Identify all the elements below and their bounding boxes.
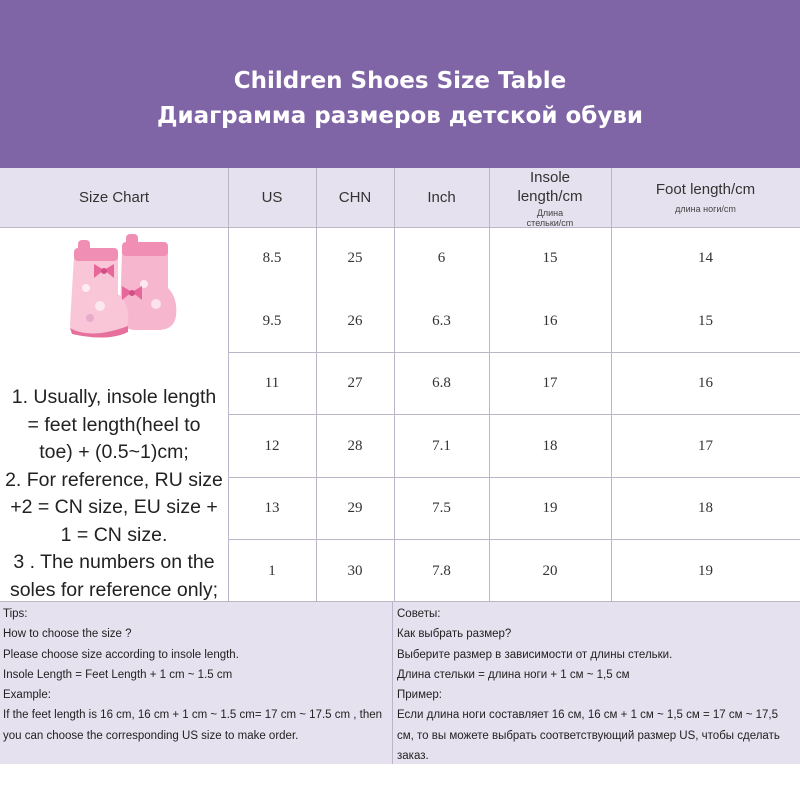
tips-russian [397, 604, 797, 766]
header-us: US [261, 189, 283, 206]
tips-line: Please choose size according to insole length. [3, 648, 239, 661]
header-size-chart: Size Chart [78, 189, 150, 206]
cell-foot: 16 [698, 374, 713, 391]
cell-foot: 18 [698, 499, 713, 516]
cell-us: 1 [268, 562, 276, 579]
size-notes [0, 384, 228, 604]
header-insole-length: Insole length/cm Длина стельки/cm [517, 168, 583, 228]
cell-insole: 16 [542, 312, 558, 329]
cell-insole: 20 [542, 562, 558, 579]
header-foot-length: Foot length/cm длина ноги/cm [655, 181, 756, 214]
tips-line: Выберите размер в зависимости от длины стельки. [397, 648, 673, 661]
tips-line: If the feet length is 16 cm, 16 cm + 1 cm ~ 1.5 cm= 17 cm ~ 17.5 cm , then you can choose the corresponding US size to make order. [3, 709, 383, 742]
tips-line: Как выбрать размер? [397, 628, 512, 641]
cell-us: 9.5 [262, 312, 282, 329]
note-line: = feet length(heel to [27, 413, 201, 436]
tips-line: Длина стельки = длина ноги + 1 см ~ 1,5 см [397, 668, 630, 681]
cell-inch: 7.5 [432, 499, 451, 516]
cell-us: 12 [264, 437, 280, 454]
header-chn: CHN [338, 189, 372, 206]
cell-foot: 19 [698, 562, 713, 579]
cell-chn: 28 [347, 437, 363, 454]
note-line: soles for reference only; [9, 578, 219, 601]
note-line: 3 . The numbers on the [13, 551, 215, 573]
cell-foot: 15 [698, 312, 713, 329]
cell-chn: 30 [347, 562, 363, 579]
tips-line: Example: [3, 689, 51, 702]
cell-insole: 17 [542, 374, 558, 391]
cell-chn: 27 [347, 374, 363, 391]
tips-line: Советы: [397, 608, 441, 620]
tips-english [3, 604, 391, 746]
title-english: Children Shoes Size Table [233, 68, 567, 94]
tips-section [0, 602, 800, 764]
tips-line: Пример: [397, 689, 442, 702]
cell-inch: 7.8 [432, 562, 451, 579]
pink-rain-boots-image [60, 228, 182, 348]
cell-chn: 29 [347, 499, 363, 516]
cell-inch: 6.3 [432, 312, 451, 329]
tips-divider [392, 602, 393, 764]
note-line: 1. Usually, insole length [11, 386, 217, 408]
note-line: +2 = CN size, EU size + [10, 496, 218, 518]
header-inch: Inch [427, 189, 456, 206]
cell-insole: 19 [542, 499, 558, 516]
title-russian: Диаграмма размеров детской обуви [156, 103, 644, 129]
tips-line: How to choose the size ? [3, 628, 132, 641]
cell-inch: 6 [437, 249, 446, 266]
cell-foot: 17 [698, 437, 713, 454]
tips-line: Insole Length = Feet Length + 1 cm ~ 1.5 cm [3, 668, 233, 681]
cell-us: 13 [264, 499, 280, 516]
cell-us: 11 [264, 374, 280, 391]
cell-insole: 15 [542, 249, 558, 266]
cell-chn: 25 [347, 249, 363, 266]
tips-line: Если длина ноги составляет 16 см, 16 см + 1 см ~ 1,5 см = 17 см ~ 17,5 см, то вы можете выбрать соответствующий размер US, чтобы сделать заказ. [397, 709, 780, 763]
cell-chn: 26 [347, 312, 363, 329]
note-line: 1 = CN size. [60, 523, 168, 546]
cell-inch: 6.8 [432, 374, 451, 391]
tips-line: Tips: [3, 608, 28, 620]
cell-insole: 18 [542, 437, 558, 454]
note-line: 2. For reference, RU size [5, 468, 223, 491]
cell-foot: 14 [698, 249, 713, 266]
note-line: toe) + (0.5~1)cm; [39, 441, 189, 463]
title-banner [0, 0, 800, 168]
cell-inch: 7.1 [432, 437, 451, 454]
cell-us: 8.5 [262, 249, 282, 266]
